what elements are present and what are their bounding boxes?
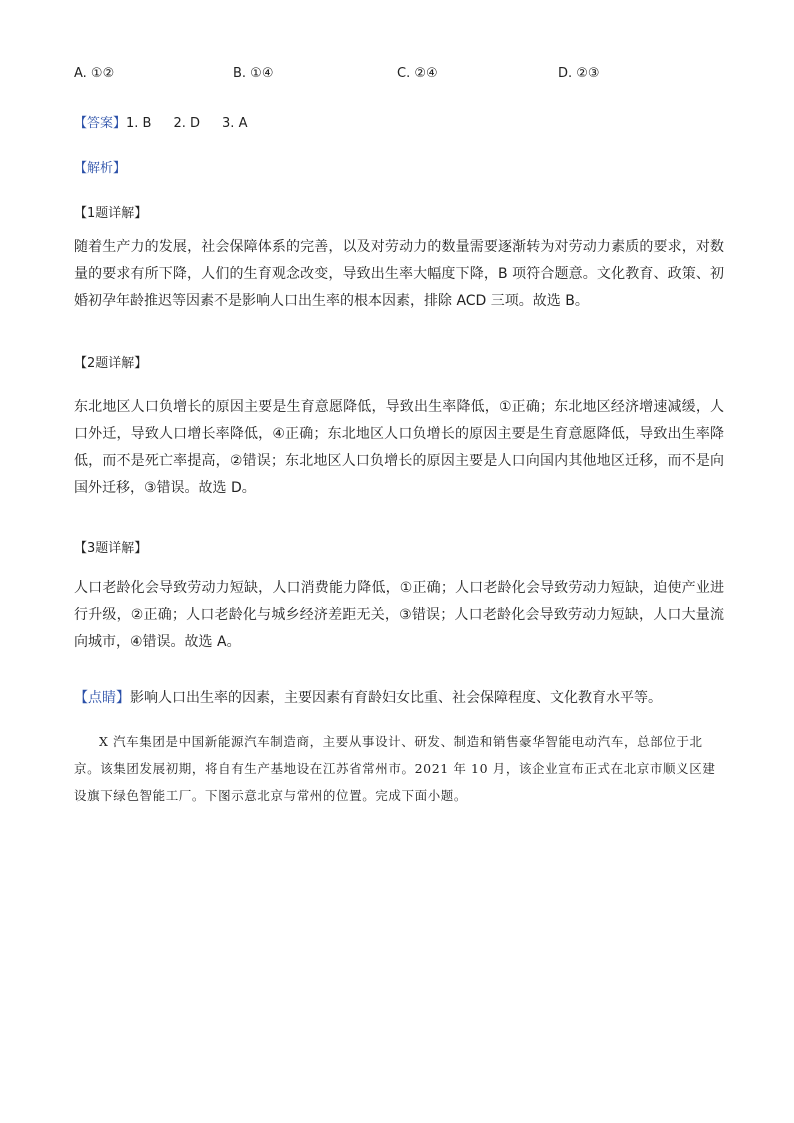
q1-heading: 【1题详解】 — [74, 206, 148, 221]
answer-item-1: 1. B — [126, 116, 152, 131]
analysis-heading: 【解析】 — [74, 161, 127, 176]
answer-label: 【答案】 — [74, 116, 127, 131]
option-a: A. ①② — [74, 66, 115, 81]
option-d: D. ②③ — [558, 66, 600, 81]
answer-options — [74, 66, 724, 86]
q2-explanation: 东北地区人口负增长的原因主要是生育意愿降低，导致出生率降低，①正确；东北地区经济增速减缓，人口外迁，导致人口增长率降低，④正确；东北地区人口负增长的原因主要是生育意愿降低，导致出生率降低，而不是死亡率提高，②错误；东北地区人口负增长的原因主要是人口向国内其他地区迁移，而不是向国外迁移，③错误。故选 D。 — [74, 399, 724, 496]
answer-item-3: 3. A — [222, 116, 248, 131]
q3-explanation: 人口老龄化会导致劳动力短缺，人口消费能力降低，①正确；人口老龄化会导致劳动力短缺，迫使产业进行升级，②正确；人口老龄化与城乡经济差距无关，③错误；人口老龄化会导致劳动力短缺，人口大量流向城市，④错误。故选 A。 — [74, 580, 724, 650]
tip-line — [74, 687, 662, 707]
tip-label: 【点睛】 — [74, 690, 130, 706]
q1-explanation: 随着生产力的发展，社会保障体系的完善，以及对劳动力的数量需要逐渐转为对劳动力素质的要求，对数量的要求有所下降，人们的生育观念改变，导致出生率大幅度下降，B 项符合题意。文化教育、政策、初婚初孕年龄推迟等因素不是影响人口出生率的根本因素，排除 ACD 三项。故选 B。 — [74, 239, 724, 309]
material-intro: X 汽车集团是中国新能源汽车制造商，主要从事设计、研发、制造和销售豪华智能电动汽车，总部位于北京。该集团发展初期，将自有生产基地设在江苏省常州市。2021 年 10 月，该企业宣布正式在北京市顺义区建设旗下绿色智能工厂。下图示意北京与常州的位置。完成下面小题。 — [74, 734, 716, 803]
answer-item-2: 2. D — [173, 116, 201, 131]
q3-heading: 【3题详解】 — [74, 541, 148, 556]
option-c: C. ②④ — [397, 66, 438, 81]
q2-heading: 【2题详解】 — [74, 356, 148, 371]
option-b: B. ①④ — [233, 66, 274, 81]
answer-line — [74, 112, 269, 131]
tip-text: 影响人口出生率的因素，主要因素有育龄妇女比重、社会保障程度、文化教育水平等。 — [130, 690, 662, 706]
